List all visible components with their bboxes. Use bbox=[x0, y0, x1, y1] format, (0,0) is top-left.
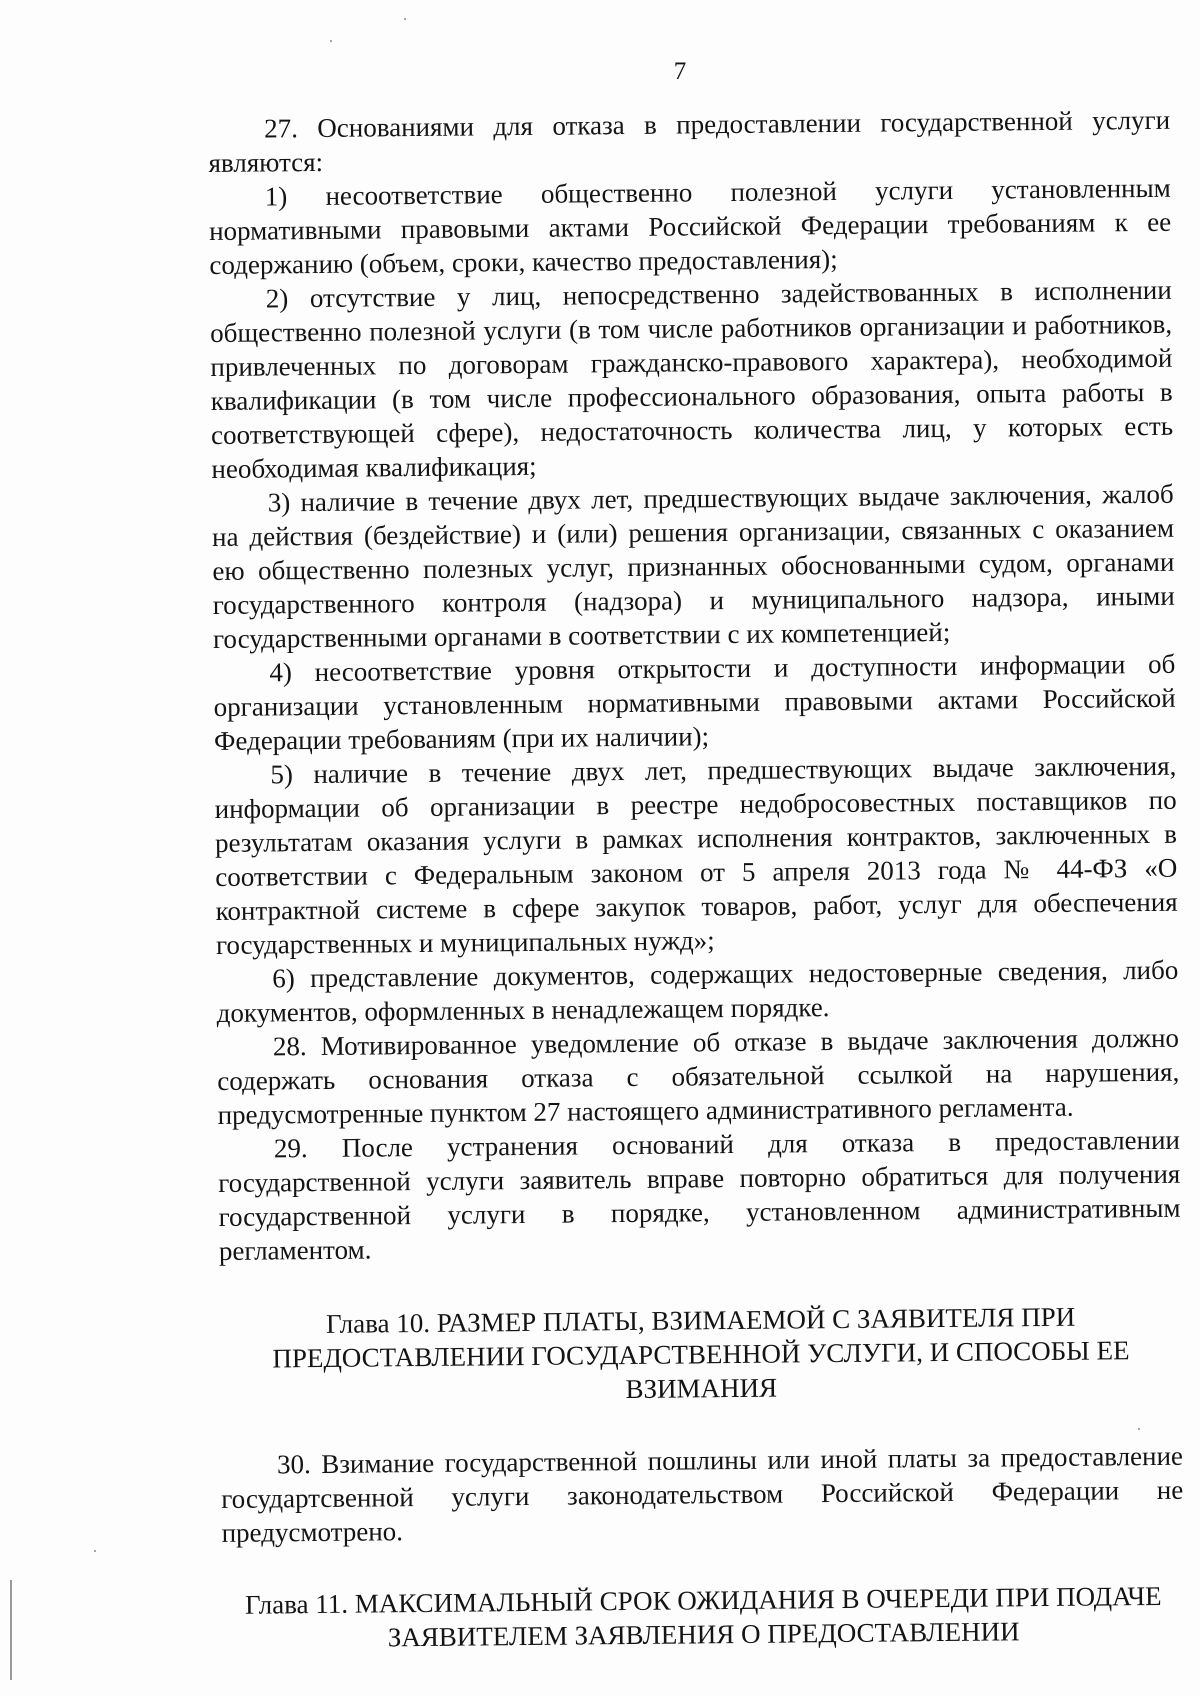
paragraph-30: 30. Взимание государственной пошлины или иной платы за предоставление государтсвенной услуги законодательством Российской Федерации не предусмотрено. bbox=[221, 1440, 1184, 1548]
scan-speck bbox=[94, 1550, 96, 1552]
paragraph-27-item-5: 5) наличие в течение двух лет, предшествующих выдаче заключения, информации об организации в реестре недобросовестных поставщиков по результатам оказания услуги в рамках исполнения контрактов, заключенных в соответствии с Федеральным законом от 5 апреля 2013 года № 44-ФЗ «О контрактной системе в сфере закупок товаров, работ, услуг для обеспечения государственных и муниципальных нужд»; bbox=[214, 750, 1178, 960]
paragraph-27-item-2: 2) отсутствие у лиц, непосредственно задействованных в исполнении общественно полезной услуги (в том числе работников организации и работников, привлеченных по договорам гражданско-правового характера), необходимой квалификации (в том числе профессионального образования, опыта работы в соответствующей сфере), недостаточность количества лиц, у которых есть необходимая квалификация; bbox=[209, 274, 1174, 484]
page-number: 7 bbox=[673, 58, 687, 85]
paragraph-27-intro: 27. Основаниями для отказа в предоставлении государственной услуги являются: bbox=[208, 104, 1171, 178]
document-body bbox=[208, 103, 1185, 1656]
paragraph-27-item-4: 4) несоответствие уровня открытости и доступности информации об организации установленным нормативными правовыми актами Российской Федерации требованиям (при их наличии); bbox=[213, 648, 1176, 756]
paragraph-27-item-6: 6) представление документов, содержащих недостоверные сведения, либо документов, оформленных в ненадлежащем порядке. bbox=[216, 954, 1179, 1028]
scan-speck bbox=[330, 40, 332, 42]
paragraph-28: 28. Мотивированное уведомление об отказе в выдаче заключения должно содержать основания отказа с обязательной ссылкой на нарушения, предусмотренные пунктом 27 настоящего административного регламента. bbox=[217, 1022, 1180, 1130]
paragraph-29: 29. После устранения оснований для отказа в предоставлении государственной услуги заявитель вправе повторно обратиться для получения государственной услуги в порядке, установленном административным регламентом. bbox=[218, 1124, 1181, 1266]
scan-speck bbox=[1138, 1428, 1140, 1430]
paragraph-27-item-1: 1) несоответствие общественно полезной услуги установленным нормативными правовыми актами Российской Федерации требованиям к ее содержанию (объем, сроки, качество предоставления); bbox=[208, 172, 1172, 280]
chapter-10-title: Глава 10. РАЗМЕР ПЛАТЫ, ВЗИМАЕМОЙ С ЗАЯВИТЕЛЯ ПРИ ПРЕДОСТАВЛЕНИИ ГОСУДАРСТВЕННОЙ УСЛУГИ, И СПОСОБЫ ЕЕ ВЗИМАНИЯ bbox=[272, 1301, 1130, 1405]
paragraph-27-item-3: 3) наличие в течение двух лет, предшествующих выдаче заключения, жалоб на действия (бездействие) и (или) решения организации, связанных с оказанием ею общественно полезных услуг, признанных обоснованными судом, органами государственного контроля (надзора) и муниципального надзора, иными государственными органами в соответствии с их компетенцией; bbox=[211, 478, 1175, 654]
scan-speck bbox=[404, 18, 406, 20]
chapter-11-title: Глава 11. МАКСИМАЛЬНЫЙ СРОК ОЖИДАНИЯ В ОЧЕРЕДИ ПРИ ПОДАЧЕ ЗАЯВИТЕЛЕМ ЗАЯВЛЕНИЯ О ПРЕДОСТАВЛЕНИИ bbox=[244, 1580, 1162, 1653]
binding-mark bbox=[10, 1580, 12, 1680]
